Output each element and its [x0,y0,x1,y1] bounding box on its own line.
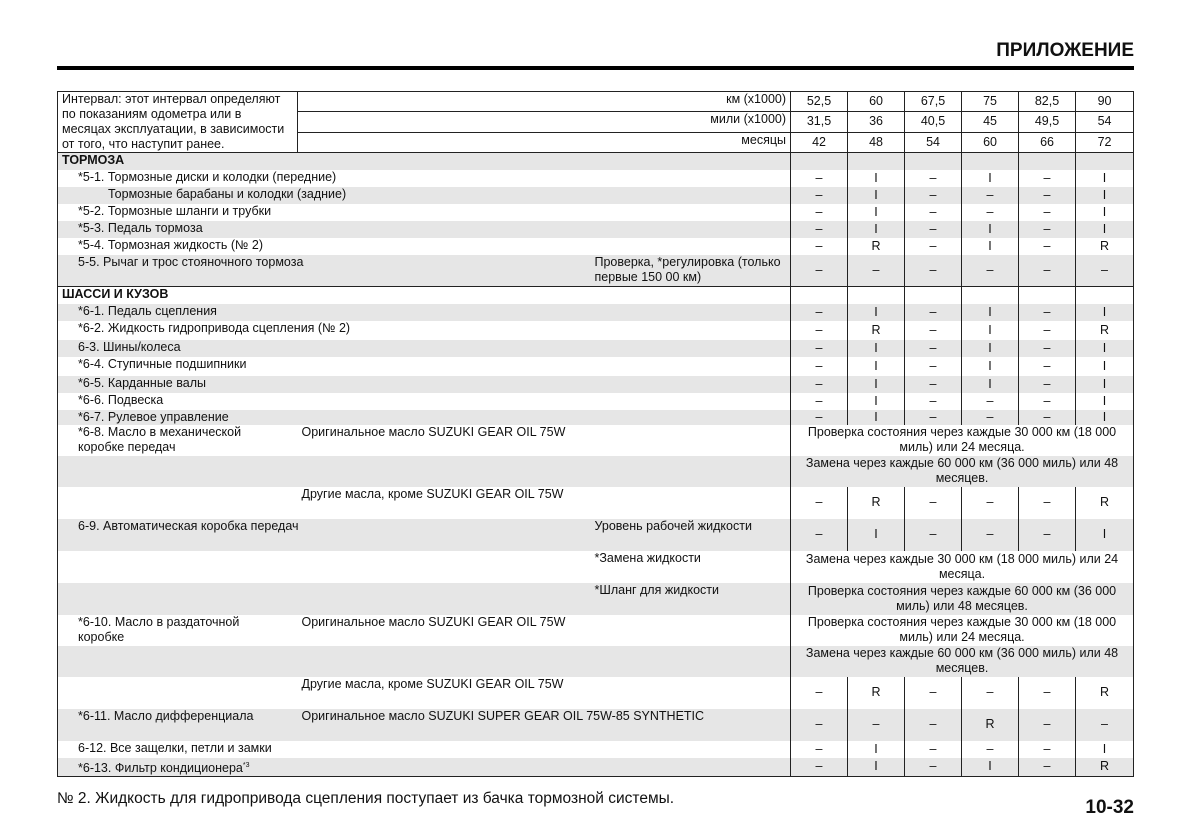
interval-value: – [1019,519,1076,551]
interval-header-value: 67,5 [905,92,962,112]
table-row [58,615,1134,646]
interval-value: I [1076,357,1134,376]
interval-value: R [848,677,905,709]
empty-cell [791,153,848,170]
interval-value: I [848,410,905,425]
interval-value: I [1076,340,1134,357]
interval-value: – [962,487,1019,519]
interval-value: – [1019,376,1076,393]
table-row [58,187,1134,204]
section-title-chassis: ШАССИ И КУЗОВ [58,287,791,304]
interval-value: R [1076,677,1134,709]
table-row [58,709,1134,741]
item-label: *6-13. Фильтр кондиционера [78,760,243,775]
oil-type: Оригинальное масло SUZUKI GEAR OIL 75W [301,614,566,629]
table-row [58,519,1134,551]
table-row [58,238,1134,255]
maintenance-item: Тормозные барабаны и колодки (задние) [108,186,347,201]
interval-header-value: 36 [848,112,905,132]
table-row [58,410,1134,425]
interval-instruction: Замена через каждые 60 000 км (36 000 миль) или 48 месяцев. [791,456,1134,487]
maintenance-note: Проверка, *регулировка (только первые 150 00 км) [594,254,781,284]
table-row [58,204,1134,221]
empty-cell [58,456,791,487]
interval-value: I [848,393,905,410]
interval-value: – [791,170,848,187]
maintenance-note: *Шланг для жидкости [594,582,719,597]
interval-value: – [905,393,962,410]
empty-cell [1076,153,1134,170]
interval-value: – [791,709,848,741]
interval-value: – [791,304,848,321]
table-row [58,153,1134,170]
interval-value: – [1076,255,1134,287]
interval-value: I [848,221,905,238]
interval-value: – [905,709,962,741]
interval-value: I [848,741,905,758]
interval-value: I [1076,376,1134,393]
interval-value: I [1076,304,1134,321]
table-row [58,758,1134,777]
maintenance-item: *6-10. Масло в раздаточной коробке [78,614,240,644]
interval-header-value: 54 [1076,112,1134,132]
interval-value: I [848,170,905,187]
interval-value: – [905,410,962,425]
interval-value: R [848,238,905,255]
maintenance-item: 6-9. Автоматическая коробка передач [78,518,299,533]
interval-value: – [905,741,962,758]
interval-instruction: Проверка состояния через каждые 60 000 км (36 000 миль) или 48 месяцев. [791,583,1134,615]
empty-cell [791,287,848,304]
interval-value: – [905,677,962,709]
interval-value: R [1076,321,1134,340]
oil-type: Другие масла, кроме SUZUKI GEAR OIL 75W [301,676,564,691]
interval-value: – [962,519,1019,551]
interval-value: – [905,487,962,519]
interval-value: I [962,304,1019,321]
header-rule [57,66,1134,70]
interval-header-value: 60 [848,92,905,112]
interval-value: I [1076,170,1134,187]
maintenance-item: *6-7. Рулевое управление [78,409,229,424]
interval-instruction: Проверка состояния через каждые 30 000 км (18 000 миль) или 24 месяца. [791,425,1134,456]
table-row [58,221,1134,238]
interval-value: – [1076,709,1134,741]
interval-value: – [791,187,848,204]
interval-value: – [905,304,962,321]
interval-value: – [791,238,848,255]
interval-value: – [791,340,848,357]
interval-value: – [791,221,848,238]
interval-value: – [962,410,1019,425]
interval-value: – [905,255,962,287]
table-row [58,646,1134,677]
interval-value: I [848,204,905,221]
empty-cell [58,551,591,583]
interval-value: – [1019,221,1076,238]
interval-value: – [1019,238,1076,255]
interval-value: – [962,187,1019,204]
interval-value: I [962,170,1019,187]
interval-value: – [905,170,962,187]
empty-cell [58,646,791,677]
interval-value: I [1076,741,1134,758]
interval-header-value: 31,5 [791,112,848,132]
maintenance-table [57,91,1134,777]
interval-value: – [905,376,962,393]
interval-value: – [962,677,1019,709]
table-row [58,287,1134,304]
interval-value: – [791,393,848,410]
table-row [58,487,1134,519]
oil-type: Оригинальное масло SUZUKI SUPER GEAR OIL 75W-85 SYNTHETIC [301,708,705,723]
interval-value: I [1076,221,1134,238]
interval-value: I [962,357,1019,376]
interval-value: I [962,758,1019,777]
interval-value: R [1076,758,1134,777]
interval-value: – [1019,304,1076,321]
maintenance-item: *5-3. Педаль тормоза [78,220,203,235]
empty-cell [848,153,905,170]
interval-value: I [962,340,1019,357]
interval-header-value: 54 [905,132,962,152]
table-row [58,357,1134,376]
table-row [58,340,1134,357]
interval-value: – [1019,357,1076,376]
table-row [58,255,1134,287]
table-row [58,741,1134,758]
footnote-mark: *3 [242,761,250,769]
maintenance-item: *6-8. Масло в механической коробке передач [78,424,242,454]
maintenance-item: *6-1. Педаль сцепления [78,303,217,318]
interval-value: – [791,376,848,393]
interval-value: – [1019,255,1076,287]
interval-value: – [905,187,962,204]
maintenance-item: *5-4. Тормозная жидкость (№ 2) [78,237,263,252]
interval-value: R [1076,487,1134,519]
interval-value: I [962,221,1019,238]
maintenance-item: 6-3. Шины/колеса [78,339,181,354]
interval-header-value: 40,5 [905,112,962,132]
interval-value: – [791,410,848,425]
interval-header-value: 75 [962,92,1019,112]
maintenance-item: *6-5. Карданные валы [78,375,206,390]
interval-value: – [1019,321,1076,340]
table-row [58,551,1134,583]
empty-cell [848,287,905,304]
interval-value: R [962,709,1019,741]
interval-value: – [905,758,962,777]
interval-value: – [962,255,1019,287]
interval-value: – [848,255,905,287]
interval-value: I [848,376,905,393]
interval-value: – [791,357,848,376]
maintenance-item: 6-12. Все защелки, петли и замки [78,740,272,755]
interval-header-value: 82,5 [1019,92,1076,112]
empty-cell [962,287,1019,304]
interval-value: I [848,304,905,321]
interval-value: – [791,758,848,777]
interval-value: I [1076,187,1134,204]
empty-cell [58,583,591,615]
table-row [58,583,1134,615]
interval-value: – [791,255,848,287]
empty-cell [1019,287,1076,304]
interval-value: – [848,709,905,741]
interval-value: – [905,340,962,357]
table-row [58,376,1134,393]
interval-description: Интервал: этот интервал определяют по показаниям одометра или в месяцах эксплуатации, в зависимости от того, что наступит ранее. [58,92,298,153]
interval-value: – [962,204,1019,221]
interval-value: – [905,519,962,551]
interval-value: – [791,741,848,758]
maintenance-item: *6-2. Жидкость гидропривода сцепления (№ 2) [78,320,351,335]
table-row [58,393,1134,410]
maintenance-item: *6-11. Масло дифференциала [78,708,254,723]
interval-value: – [905,204,962,221]
table-row [58,304,1134,321]
oil-type: Оригинальное масло SUZUKI GEAR OIL 75W [301,424,566,439]
interval-instruction: Замена через каждые 60 000 км (36 000 миль) или 48 месяцев. [791,646,1134,677]
interval-value: – [1019,677,1076,709]
maintenance-item: *5-1. Тормозные диски и колодки (передние) [78,169,337,184]
interval-value: – [1019,487,1076,519]
interval-value: I [1076,393,1134,410]
maintenance-item: *6-4. Ступичные подшипники [78,356,247,371]
maintenance-note: *Замена жидкости [594,550,701,565]
interval-header-value: 45 [962,112,1019,132]
interval-value: – [791,204,848,221]
table-row [58,170,1134,187]
interval-header-value: 72 [1076,132,1134,152]
interval-value: I [848,187,905,204]
interval-value: I [962,238,1019,255]
interval-value: R [848,487,905,519]
interval-header-value: 49,5 [1019,112,1076,132]
interval-header-value: 52,5 [791,92,848,112]
interval-value: R [1076,238,1134,255]
page-number: 10-32 [1085,797,1134,818]
interval-value: – [791,677,848,709]
interval-value: I [848,340,905,357]
interval-value: – [905,357,962,376]
empty-cell [905,153,962,170]
interval-value: – [905,321,962,340]
interval-value: I [1076,204,1134,221]
interval-header-value: 90 [1076,92,1134,112]
interval-value: – [791,487,848,519]
interval-value: I [962,376,1019,393]
interval-value: – [1019,741,1076,758]
interval-unit-label: км (x1000) [298,92,791,112]
interval-unit-label: месяцы [298,132,791,152]
interval-header-value: 60 [962,132,1019,152]
interval-header-value: 48 [848,132,905,152]
interval-value: – [1019,170,1076,187]
maintenance-item: 5-5. Рычаг и трос стояночного тормоза [78,254,304,269]
interval-value: – [962,393,1019,410]
interval-value: – [1019,709,1076,741]
footnote: № 2. Жидкость для гидропривода сцепления поступает из бачка тормозной системы. [57,790,675,807]
maintenance-item: *6-6. Подвеска [78,392,164,407]
interval-value: – [1019,204,1076,221]
empty-cell [962,153,1019,170]
interval-instruction: Проверка состояния через каждые 30 000 км (18 000 миль) или 24 месяца. [791,615,1134,646]
section-title-brakes: ТОРМОЗА [58,153,791,170]
interval-header-value: 42 [791,132,848,152]
maintenance-item: *5-2. Тормозные шланги и трубки [78,203,272,218]
interval-value: – [1019,758,1076,777]
interval-value: – [905,238,962,255]
table-row [58,321,1134,340]
empty-cell [58,487,298,519]
maintenance-note: Уровень рабочей жидкости [594,518,752,533]
interval-value: – [791,321,848,340]
empty-cell [1019,153,1076,170]
table-row [58,92,1134,112]
empty-cell [58,677,298,709]
interval-value: I [1076,519,1134,551]
interval-value: I [848,758,905,777]
maintenance-item [58,758,791,777]
interval-value: I [1076,410,1134,425]
interval-value: – [1019,340,1076,357]
interval-value: I [848,357,905,376]
interval-header-value: 66 [1019,132,1076,152]
interval-value: – [791,519,848,551]
empty-cell [905,287,962,304]
interval-value: R [848,321,905,340]
interval-value: – [1019,187,1076,204]
interval-value: – [905,221,962,238]
table-row [58,456,1134,487]
empty-cell [1076,287,1134,304]
oil-type: Другие масла, кроме SUZUKI GEAR OIL 75W [301,486,564,501]
page-title: ПРИЛОЖЕНИЕ [996,40,1134,61]
interval-value: I [962,321,1019,340]
table-row [58,677,1134,709]
interval-unit-label: мили (x1000) [298,112,791,132]
table-row [58,425,1134,456]
interval-value: – [1019,393,1076,410]
interval-value: – [1019,410,1076,425]
interval-instruction: Замена через каждые 30 000 км (18 000 миль) или 24 месяца. [791,551,1134,583]
interval-value: – [962,741,1019,758]
interval-value: I [848,519,905,551]
